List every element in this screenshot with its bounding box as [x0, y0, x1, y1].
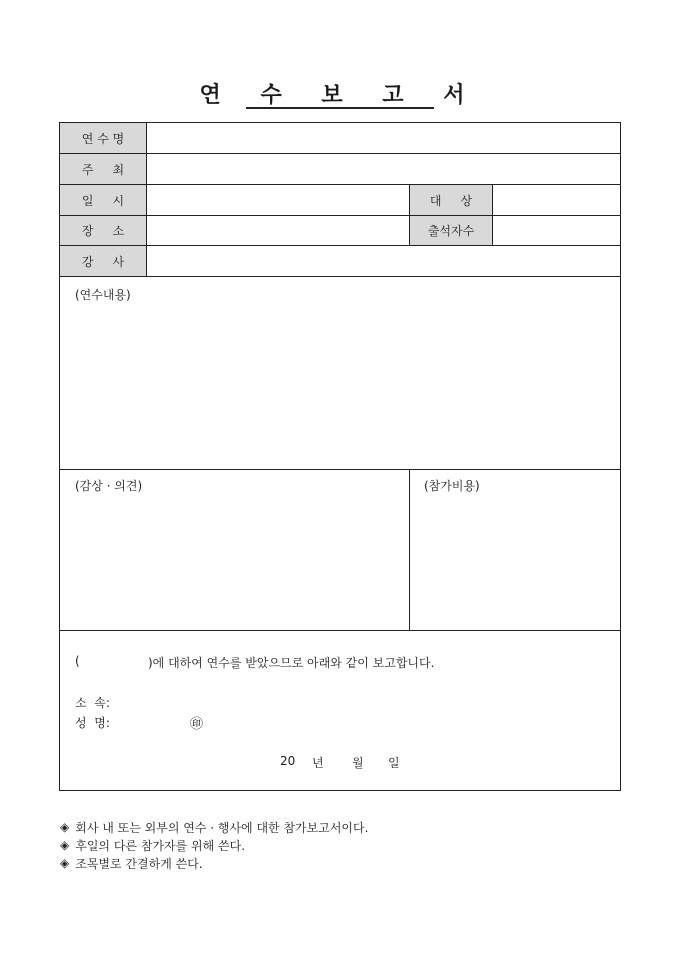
attendees-label: 출석자수 — [410, 216, 492, 245]
note-text: 회사 내 또는 외부의 연수 · 행사에 대한 참가보고서이다. — [75, 820, 369, 835]
cost-section-label: (참가비용) — [424, 479, 480, 493]
document-title: 연 수 보 고 서 — [199, 82, 481, 108]
lecturer-field[interactable] — [147, 246, 621, 276]
name-field[interactable] — [122, 712, 222, 728]
content-area[interactable] — [60, 277, 621, 469]
affiliation-label: 소 속: — [75, 696, 110, 710]
date-month-unit: 월 — [352, 756, 364, 770]
declaration-open-paren: ( — [75, 654, 80, 668]
note-item — [60, 836, 368, 854]
place-field[interactable] — [147, 216, 409, 245]
host-field[interactable] — [147, 154, 621, 184]
place-label: 장 소 — [60, 216, 146, 245]
impressions-section-label: (감상 · 의견) — [75, 479, 143, 493]
datetime-field[interactable] — [147, 185, 409, 215]
declaration-sentence: )에 대하여 연수를 받았으므로 아래와 같이 보고합니다. — [148, 656, 435, 670]
host-label: 주 최 — [60, 154, 146, 184]
diamond-bullet-icon: ◈ — [60, 820, 70, 834]
impressions-area[interactable] — [60, 470, 409, 630]
attendees-field[interactable] — [493, 216, 621, 245]
lecturer-label: 강 사 — [60, 246, 146, 276]
note-item — [60, 818, 368, 836]
content-section-label: (연수내용) — [75, 288, 131, 302]
course-name-field[interactable] — [147, 123, 621, 153]
cost-area[interactable] — [410, 470, 621, 630]
seal-mark-icon: ㊞ — [190, 717, 204, 732]
date-year-unit: 년 — [312, 756, 324, 770]
row-divider — [60, 630, 620, 631]
date-day-unit: 일 — [388, 756, 400, 770]
report-form — [59, 122, 621, 791]
title-underline — [246, 107, 434, 109]
note-item — [60, 854, 368, 872]
diamond-bullet-icon: ◈ — [60, 838, 70, 852]
date-year: 20 — [280, 754, 296, 768]
instruction-notes — [60, 818, 368, 872]
name-label: 성 명: — [75, 716, 110, 730]
note-text: 후일의 다른 참가자를 위해 쓴다. — [75, 838, 246, 853]
note-text: 조목별로 간결하게 쓴다. — [75, 856, 203, 871]
diamond-bullet-icon: ◈ — [60, 856, 70, 870]
target-label: 대 상 — [410, 185, 492, 215]
datetime-label: 일 시 — [60, 185, 146, 215]
target-field[interactable] — [493, 185, 621, 215]
affiliation-field[interactable] — [122, 692, 322, 708]
course-topic-blank[interactable] — [84, 651, 148, 669]
course-name-label: 연 수 명 — [60, 123, 146, 153]
